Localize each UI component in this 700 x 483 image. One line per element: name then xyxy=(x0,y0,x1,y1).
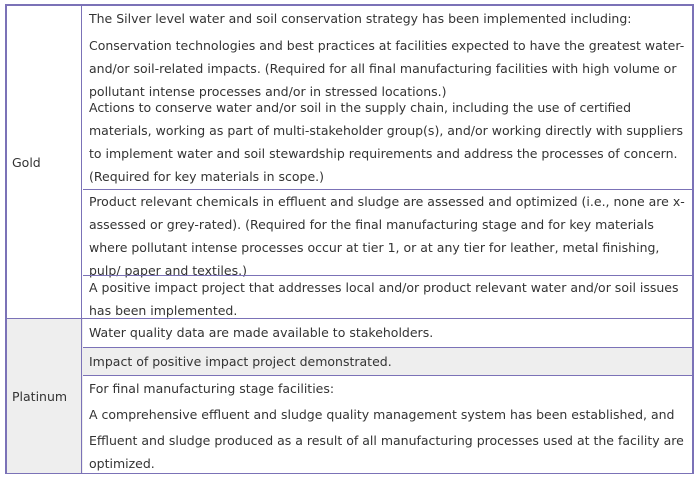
cell-paragraph: Actions to conserve water and/or soil in the supply chain, including the use of certified materials, working as part of multi-stakeholder group(s), and/or working directly with suppliers to implement water and soil stewardship requirements and address the processes of concern. (Required for key materials in scope.) xyxy=(89,100,683,184)
requirements-table xyxy=(5,4,694,474)
cell-paragraph: Effluent and sludge produced as a result of all manufacturing processes used at the facility are optimized. xyxy=(89,433,684,471)
cell-paragraph: A positive impact project that addresses local and/or product relevant water and/or soil issues has been implemented. xyxy=(89,280,679,318)
platinum-cell-impact-demonstrated xyxy=(83,347,692,375)
gold-cell-effluent-chemicals xyxy=(83,189,692,278)
level-label-gold: Gold xyxy=(7,6,82,318)
gold-cell-conservation-strategy xyxy=(83,6,692,189)
gold-requirements xyxy=(83,6,692,318)
gold-cell-positive-impact-project xyxy=(83,275,692,318)
cell-paragraph: Impact of positive impact project demonstrated. xyxy=(89,354,392,369)
platinum-requirements xyxy=(83,319,692,473)
cell-paragraph: For final manufacturing stage facilities: xyxy=(89,381,335,396)
cell-paragraph: A comprehensive effluent and sludge quality management system has been established, and xyxy=(89,407,675,422)
cell-paragraph: Product relevant chemicals in effluent and sludge are assessed and optimized (i.e., none are x-assessed or grey-rated). (Required for the final manufacturing stage and for key materials where pollutant intense processes occur at tier 1, or at any tier for leather, metal finishing, pulp/ paper and textiles.) xyxy=(89,194,685,278)
platinum-section xyxy=(7,318,692,473)
cell-paragraph: The Silver level water and soil conservation strategy has been implemented including: xyxy=(89,11,632,26)
platinum-cell-effluent-management xyxy=(83,375,692,473)
cell-paragraph: Water quality data are made available to stakeholders. xyxy=(89,325,434,340)
cell-paragraph: Conservation technologies and best practices at facilities expected to have the greatest water- and/or soil-related impacts. (Required for all final manufacturing facilities with high volume or pollutant intense processes and/or in stressed locations.) xyxy=(89,38,685,99)
platinum-cell-water-quality-data xyxy=(83,319,692,347)
gold-section xyxy=(7,6,692,318)
level-label-platinum: Platinum xyxy=(7,319,82,473)
